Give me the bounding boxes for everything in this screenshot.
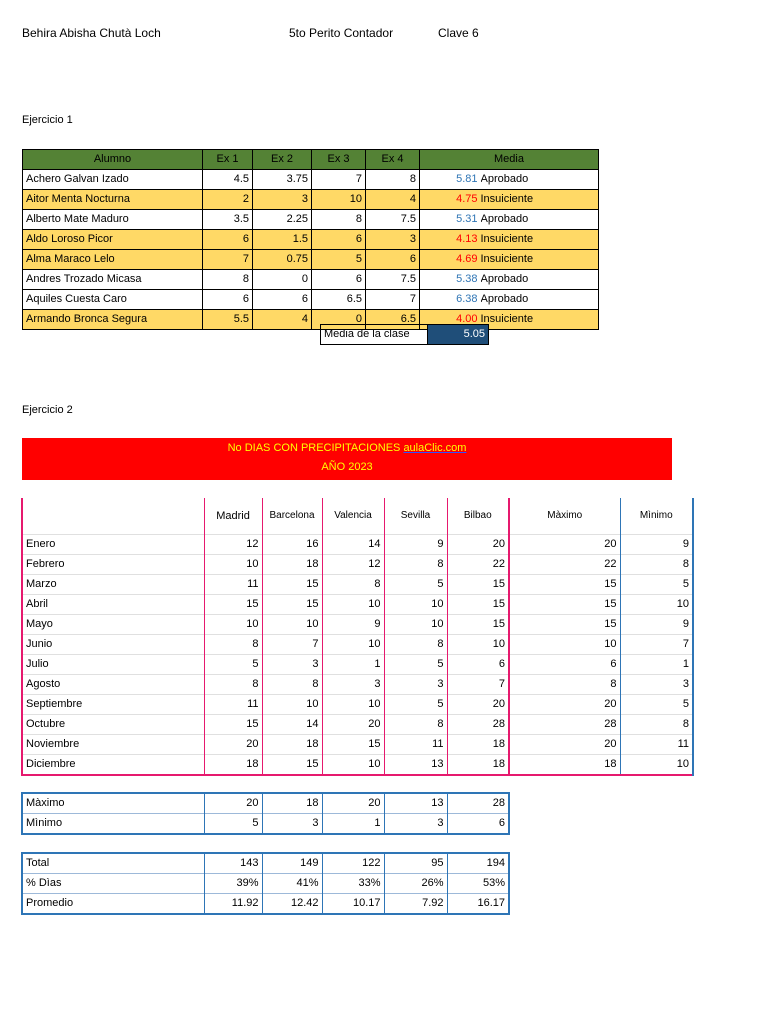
row-max: 8 [509,675,620,695]
ex4-score: 6.5 [366,310,420,330]
rain-value: 5 [384,695,447,715]
rain-value: 18 [447,735,509,755]
totals-value: 143 [204,853,262,874]
student-row [23,250,599,270]
month-name: Febrero [22,555,204,575]
city-header-barcelona: Barcelona [262,498,322,535]
totals-label: Promedio [22,894,204,915]
class-average-label: Media de la clase [321,325,428,345]
row-max: 28 [509,715,620,735]
ex4-score: 8 [366,170,420,190]
column-max-row-label: Màximo [22,793,204,814]
ex2-score: 3.75 [253,170,312,190]
student-name-cell: Aquiles Cuesta Caro [23,290,203,310]
rain-value: 8 [204,675,262,695]
row-max: 20 [509,535,620,555]
column-min-row-value: 3 [384,814,447,835]
month-row [22,535,693,555]
result-label: Insuiciente [481,250,599,270]
ex2-score: 3 [253,190,312,210]
ex4-score: 4 [366,190,420,210]
rain-value: 12 [322,555,384,575]
rain-value: 28 [447,715,509,735]
rain-value: 10 [384,595,447,615]
col-ex2: Ex 2 [253,150,312,170]
student-row [23,170,599,190]
totals-value: 194 [447,853,509,874]
banner-title: No DIAS CON PRECIPITACIONES [227,442,401,454]
month-row [22,675,693,695]
rain-value: 3 [322,675,384,695]
row-min: 8 [620,555,693,575]
rain-value: 15 [204,595,262,615]
row-min: 3 [620,675,693,695]
rain-value: 9 [384,535,447,555]
month-row [22,575,693,595]
ex1-score: 7 [203,250,253,270]
col-alumno: Alumno [23,150,203,170]
ex2-score: 4 [253,310,312,330]
totals-row [22,874,509,894]
student-name-cell: Aitor Menta Nocturna [23,190,203,210]
student-row [23,270,599,290]
month-row [22,715,693,735]
rain-value: 15 [322,735,384,755]
rain-value: 8 [384,715,447,735]
column-max-row-value: 18 [262,793,322,814]
totals-value: 12.42 [262,894,322,915]
ex3-score: 6.5 [312,290,366,310]
rain-value: 15 [262,575,322,595]
result-label: Insuiciente [481,310,599,330]
rain-value: 15 [447,615,509,635]
rain-value: 10 [262,615,322,635]
rain-value: 14 [262,715,322,735]
rain-value: 9 [322,615,384,635]
ex4-score: 6 [366,250,420,270]
totals-value: 7.92 [384,894,447,915]
rain-value: 11 [384,735,447,755]
month-row [22,735,693,755]
rain-header-row [22,498,693,535]
totals-value: 95 [384,853,447,874]
ex3-score: 0 [312,310,366,330]
ex1-title: Ejercicio 1 [22,114,73,126]
row-min: 5 [620,575,693,595]
totals-value: 11.92 [204,894,262,915]
rain-value: 8 [204,635,262,655]
clave-label: Clave 6 [438,26,479,40]
rain-value: 13 [384,755,447,776]
banner-year: AÑO 2023 [321,461,373,473]
month-row [22,635,693,655]
month-col-header [22,498,204,535]
ex4-score: 7.5 [366,210,420,230]
column-min-row [22,814,509,835]
row-min: 10 [620,755,693,776]
totals-value: 16.17 [447,894,509,915]
student-name-cell: Andres Trozado Micasa [23,270,203,290]
month-row [22,695,693,715]
ex2-score: 1.5 [253,230,312,250]
grades-header-row [23,150,599,170]
media-value: 5.81 [420,170,481,190]
rain-value: 5 [384,655,447,675]
rain-value: 8 [322,575,384,595]
student-name-cell: Alberto Mate Maduro [23,210,203,230]
totals-label: % Dìas [22,874,204,894]
city-header-sevilla: Sevilla [384,498,447,535]
city-header-bilbao: Bilbao [447,498,509,535]
result-label: Aprobado [481,210,599,230]
rain-value: 10 [322,635,384,655]
row-max: 6 [509,655,620,675]
ex4-score: 7 [366,290,420,310]
row-min: 5 [620,695,693,715]
rain-value: 8 [384,635,447,655]
month-name: Diciembre [22,755,204,776]
media-value: 5.38 [420,270,481,290]
ex4-score: 3 [366,230,420,250]
month-row [22,755,693,776]
column-min-row-value: 3 [262,814,322,835]
totals-value: 39% [204,874,262,894]
city-header-madrid: Madrid [204,498,262,535]
row-min: 9 [620,615,693,635]
row-min: 9 [620,535,693,555]
totals-row [22,894,509,915]
max-col-header: Màximo [509,498,620,535]
rain-value: 14 [322,535,384,555]
column-max-row [22,793,509,814]
column-max-row-value: 20 [204,793,262,814]
row-min: 7 [620,635,693,655]
ex3-score: 8 [312,210,366,230]
month-row [22,555,693,575]
result-label: Aprobado [481,170,599,190]
rain-value: 7 [447,675,509,695]
rain-banner [22,438,672,480]
month-name: Marzo [22,575,204,595]
month-name: Enero [22,535,204,555]
row-max: 15 [509,615,620,635]
ex4-score: 7.5 [366,270,420,290]
student-row [23,190,599,210]
col-ex4: Ex 4 [366,150,420,170]
rain-value: 10 [204,555,262,575]
ex3-score: 10 [312,190,366,210]
totals-value: 10.17 [322,894,384,915]
ex2-score: 0.75 [253,250,312,270]
rain-value: 7 [262,635,322,655]
rain-value: 6 [447,655,509,675]
column-max-row-value: 28 [447,793,509,814]
ex2-score: 0 [253,270,312,290]
row-max: 20 [509,695,620,715]
result-label: Insuiciente [481,230,599,250]
student-row [23,310,599,330]
totals-value: 41% [262,874,322,894]
row-max: 20 [509,735,620,755]
rain-value: 10 [322,695,384,715]
ex1-score: 2 [203,190,253,210]
ex3-score: 6 [312,270,366,290]
ex3-score: 7 [312,170,366,190]
rain-value: 12 [204,535,262,555]
totals-value: 149 [262,853,322,874]
month-row [22,615,693,635]
column-maxmin-table [21,792,510,835]
student-row [23,230,599,250]
rain-value: 22 [447,555,509,575]
rain-value: 10 [322,595,384,615]
rain-value: 18 [262,555,322,575]
rain-value: 20 [447,535,509,555]
column-min-row-value: 5 [204,814,262,835]
rain-value: 15 [262,755,322,776]
rain-value: 15 [204,715,262,735]
rain-value: 10 [262,695,322,715]
result-label: Aprobado [481,290,599,310]
result-label: Insuiciente [481,190,599,210]
col-ex1: Ex 1 [203,150,253,170]
rain-value: 10 [204,615,262,635]
ex3-score: 5 [312,250,366,270]
class-average [320,324,489,345]
totals-row [22,853,509,874]
media-value: 5.31 [420,210,481,230]
ex1-score: 8 [203,270,253,290]
totals-value: 33% [322,874,384,894]
column-min-row-value: 1 [322,814,384,835]
media-value: 6.38 [420,290,481,310]
row-max: 10 [509,635,620,655]
column-min-row-label: Mìnimo [22,814,204,835]
rain-value: 15 [447,575,509,595]
media-value: 4.69 [420,250,481,270]
month-name: Julio [22,655,204,675]
student-name: Behira Abisha Chutà Loch [22,26,161,40]
col-ex3: Ex 3 [312,150,366,170]
row-min: 8 [620,715,693,735]
rain-value: 18 [204,755,262,776]
rain-value: 20 [204,735,262,755]
totals-label: Total [22,853,204,874]
media-value: 4.75 [420,190,481,210]
row-min: 1 [620,655,693,675]
ex2-score: 6 [253,290,312,310]
media-value: 4.00 [420,310,481,330]
student-name-cell: Aldo Loroso Picor [23,230,203,250]
rain-value: 11 [204,575,262,595]
media-value: 4.13 [420,230,481,250]
ex2-title: Ejercicio 2 [22,404,73,416]
student-name-cell: Alma Maraco Lelo [23,250,203,270]
row-max: 22 [509,555,620,575]
ex2-score: 2.25 [253,210,312,230]
rain-value: 10 [322,755,384,776]
totals-value: 53% [447,874,509,894]
rain-value: 1 [322,655,384,675]
banner-link[interactable]: aulaClic.com [403,442,467,454]
ex1-score: 6 [203,230,253,250]
rain-value: 20 [447,695,509,715]
row-min: 11 [620,735,693,755]
grades-table [22,149,599,330]
rain-value: 5 [384,575,447,595]
month-name: Septiembre [22,695,204,715]
row-max: 15 [509,575,620,595]
student-row [23,290,599,310]
course-name: 5to Perito Contador [289,26,394,40]
col-media: Media [420,150,599,170]
totals-value: 26% [384,874,447,894]
student-name-cell: Armando Bronca Segura [23,310,203,330]
rain-value: 15 [262,595,322,615]
rain-value: 18 [447,755,509,776]
rain-value: 16 [262,535,322,555]
rain-value: 8 [262,675,322,695]
month-name: Abril [22,595,204,615]
month-name: Mayo [22,615,204,635]
city-header-valencia: Valencia [322,498,384,535]
ex1-score: 5.5 [203,310,253,330]
month-row [22,655,693,675]
rain-value: 3 [384,675,447,695]
rain-value: 15 [447,595,509,615]
rain-value: 10 [384,615,447,635]
rain-value: 5 [204,655,262,675]
month-name: Octubre [22,715,204,735]
month-name: Junio [22,635,204,655]
student-row [23,210,599,230]
row-max: 18 [509,755,620,776]
totals-value: 122 [322,853,384,874]
column-max-row-value: 20 [322,793,384,814]
class-average-value: 5.05 [428,325,489,345]
ex1-score: 3.5 [203,210,253,230]
min-col-header: Mìnimo [620,498,693,535]
rain-value: 20 [322,715,384,735]
month-name: Agosto [22,675,204,695]
rain-table [21,498,694,776]
rain-value: 3 [262,655,322,675]
column-min-row-value: 6 [447,814,509,835]
column-max-row-value: 13 [384,793,447,814]
row-max: 15 [509,595,620,615]
rain-value: 10 [447,635,509,655]
result-label: Aprobado [481,270,599,290]
month-name: Noviembre [22,735,204,755]
ex1-score: 6 [203,290,253,310]
rain-value: 8 [384,555,447,575]
ex1-score: 4.5 [203,170,253,190]
totals-table [21,852,510,915]
rain-value: 11 [204,695,262,715]
row-min: 10 [620,595,693,615]
student-name-cell: Achero Galvan Izado [23,170,203,190]
rain-value: 18 [262,735,322,755]
ex3-score: 6 [312,230,366,250]
month-row [22,595,693,615]
